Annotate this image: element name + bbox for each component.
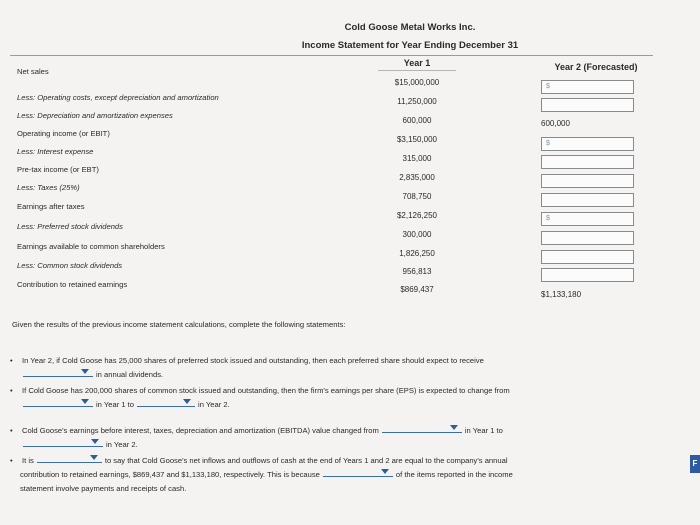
y2-net-sales-input[interactable]: $ — [541, 80, 634, 94]
row-depreciation-label: Less: Depreciation and amortization expenses — [17, 111, 173, 120]
y1-preferred-div: 300,000 — [402, 230, 432, 239]
y1-interest: 315,000 — [402, 154, 432, 163]
bullet-ebitda-change: • Cold Goose's earnings before interest, taxes, depreciation and amortization (EBITDA) value changed from in Year 1 to in Year 2. — [10, 426, 503, 449]
it-is-dropdown[interactable] — [37, 454, 102, 463]
y1-taxes: 708,750 — [402, 192, 432, 201]
preferred-dividend-dropdown[interactable] — [23, 368, 93, 377]
chevron-down-icon — [450, 425, 458, 430]
y2-common-div-input[interactable] — [541, 268, 634, 282]
y1-net-sales: $15,000,000 — [394, 78, 440, 87]
chevron-down-icon — [90, 455, 98, 460]
y1-eat: $2,126,250 — [396, 211, 438, 220]
row-pretax-label: Pre-tax income (or EBT) — [17, 165, 99, 174]
row-retained-label: Contribution to retained earnings — [17, 280, 128, 289]
y1-pretax: 2,835,000 — [399, 173, 435, 182]
row-eat-label: Earnings after taxes — [17, 202, 85, 211]
row-net-sales-label: Net sales — [17, 67, 49, 76]
y2-operating-costs-input[interactable] — [541, 98, 634, 112]
chevron-down-icon — [183, 399, 191, 404]
y1-common-earnings: 1,826,250 — [399, 249, 435, 258]
instructions-text: Given the results of the previous income statement calculations, complete the following statements: — [12, 320, 346, 329]
reason-dropdown[interactable] — [323, 468, 393, 477]
bullet-dot: • — [10, 356, 13, 365]
row-common-earnings-label: Earnings available to common shareholders — [17, 242, 165, 251]
y2-retained: $1,133,180 — [541, 290, 582, 299]
y2-preferred-div-input[interactable] — [541, 231, 634, 245]
chevron-down-icon — [91, 439, 99, 444]
row-interest-label: Less: Interest expense — [17, 147, 94, 156]
company-name: Cold Goose Metal Works Inc. — [344, 22, 476, 33]
chevron-down-icon — [381, 469, 389, 474]
y2-taxes-input[interactable] — [541, 193, 634, 207]
eps-year1-dropdown[interactable] — [23, 398, 93, 407]
row-common-div-label: Less: Common stock dividends — [17, 261, 123, 270]
row-operating-costs-label: Less: Operating costs, except depreciation and amortization — [17, 93, 219, 102]
eps-year2-dropdown[interactable] — [137, 398, 195, 407]
row-taxes-label: Less: Taxes (25%) — [17, 183, 80, 192]
bullet-dot: • — [10, 456, 13, 465]
y2-eat-input[interactable]: $ — [541, 212, 634, 226]
bullet-cash-flow-statement: • It is to say that Cold Goose's net inflows and outflows of cash at the end of Years 1 and 2 are equal to the company's annual contribution to retained earnings, $869,437 and $1,133,180, respectively. This is because of the items reported in the income statement involve payments and receipts of cash. — [10, 456, 513, 493]
bullet-eps-change: • If Cold Goose has 200,000 shares of common stock issued and outstanding, then the firm's earnings per share (EPS) is expected to change from in Year 1 to in Year 2. — [10, 386, 510, 409]
y1-depreciation: 600,000 — [402, 116, 432, 125]
chevron-down-icon — [81, 399, 89, 404]
side-tab[interactable]: F — [690, 455, 700, 473]
header-rule — [10, 55, 653, 56]
bullet-dot: • — [10, 386, 13, 395]
statement-title: Income Statement for Year Ending December 31 — [301, 40, 519, 51]
y2-pretax-input[interactable] — [541, 174, 634, 188]
chevron-down-icon — [81, 369, 89, 374]
column-year2-header: Year 2 (Forecasted) — [554, 62, 638, 72]
row-preferred-div-label: Less: Preferred stock dividends — [17, 222, 123, 231]
y1-common-div: 956,813 — [402, 267, 432, 276]
y2-interest-input[interactable] — [541, 155, 634, 169]
column-year1-header: Year 1 — [403, 58, 431, 68]
y2-depreciation: 600,000 — [541, 119, 570, 128]
ebitda-year1-dropdown[interactable] — [382, 424, 462, 433]
ebitda-year2-dropdown[interactable] — [23, 438, 103, 447]
y2-operating-income-input[interactable]: $ — [541, 137, 634, 151]
y1-operating-costs: 11,250,000 — [397, 97, 437, 106]
y1-retained: $869,437 — [400, 285, 434, 294]
row-operating-income-label: Operating income (or EBIT) — [17, 129, 110, 138]
y1-operating-income: $3,150,000 — [396, 135, 438, 144]
bullet-preferred-dividend: • In Year 2, if Cold Goose has 25,000 shares of preferred stock issued and outstanding, then each preferred share should expect to receive in annual dividends. — [10, 356, 484, 379]
y2-common-earnings-input[interactable] — [541, 250, 634, 264]
column-year1-underline — [378, 70, 456, 71]
bullet-dot: • — [10, 426, 13, 435]
